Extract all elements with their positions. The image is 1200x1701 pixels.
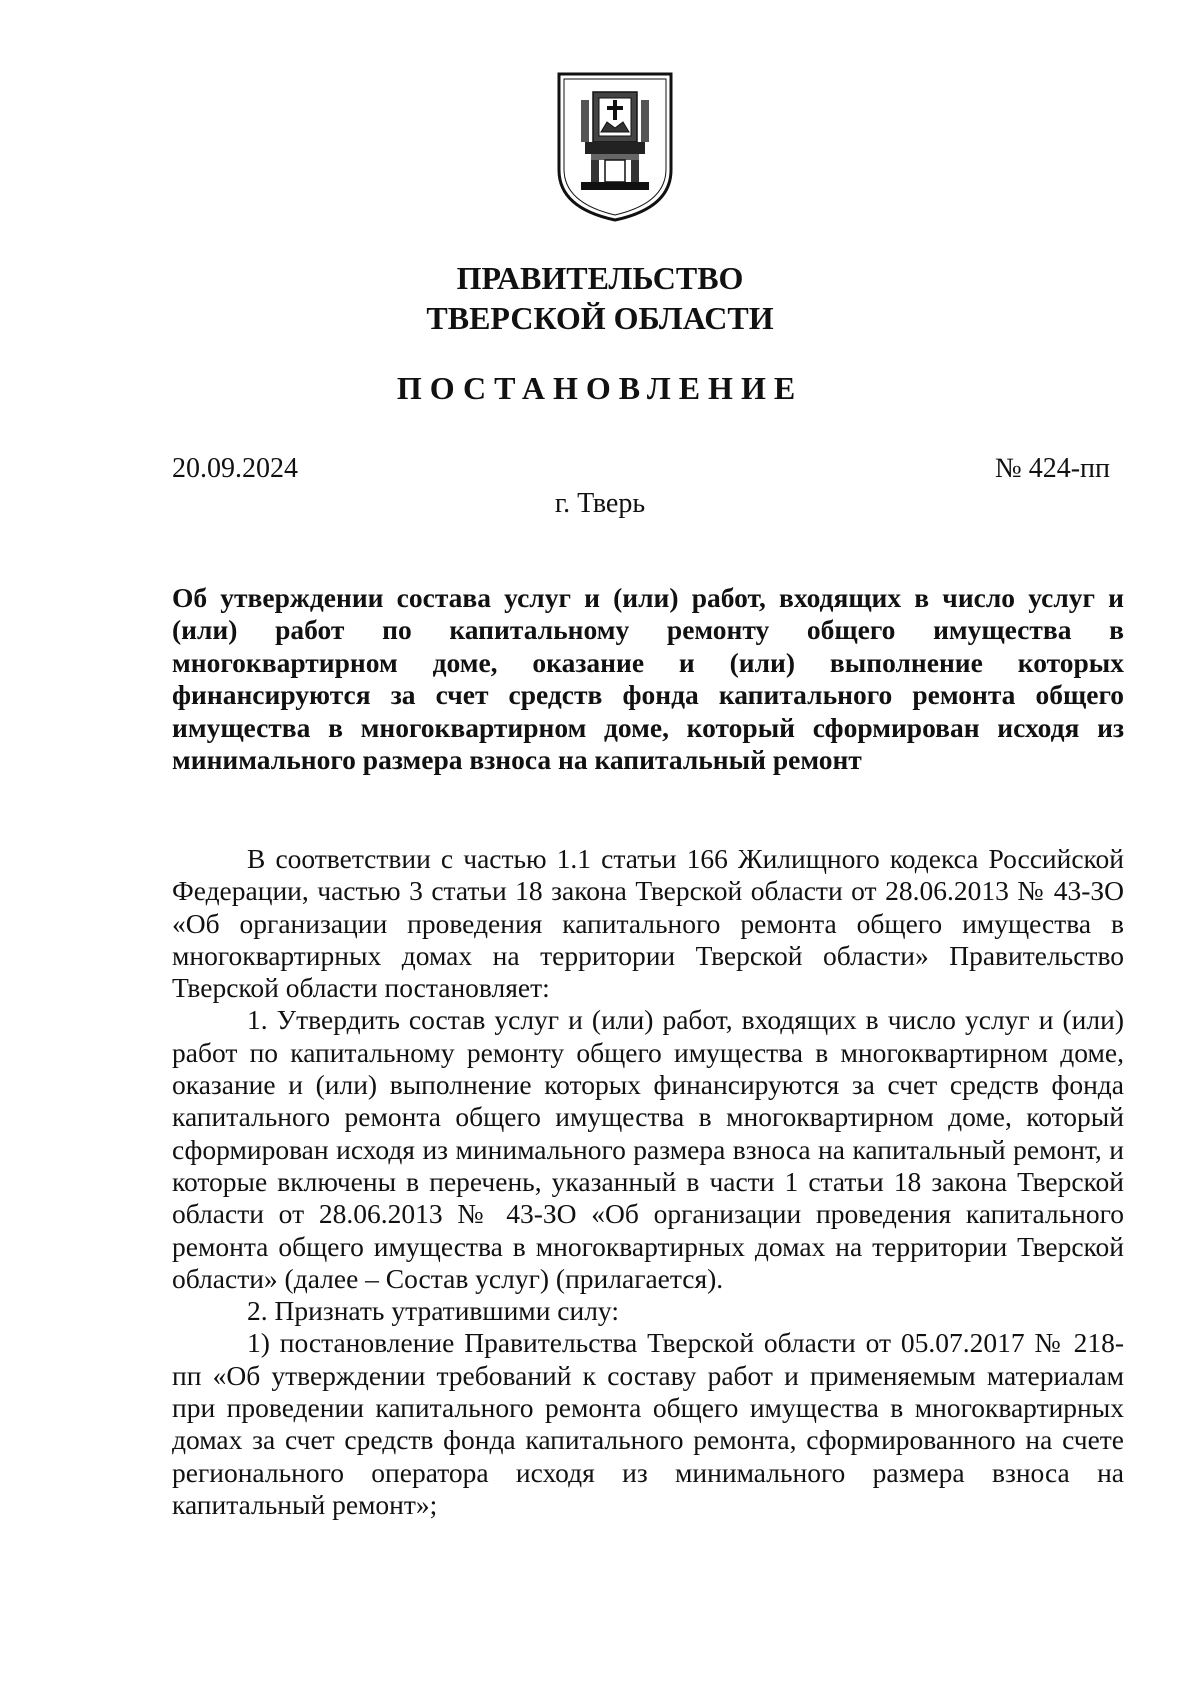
preamble-paragraph: В соответствии с частью 1.1 статьи 166 Жилищного кодекса Российской Федерации, частью 3 статьи 18 закона Тверской области от 28.06.2013 № 43-ЗО «Об организации проведения капитального ремонта общего имущества в многоквартирных домах на территории Тверской области» Правительство Тверской области постановляет:: [172, 843, 1124, 1004]
organization-line-1: ПРАВИТЕЛЬСТВО: [456, 260, 744, 296]
item-2-1-paragraph: 1) постановление Правительства Тверской области от 05.07.2017 № 218-пп «Об утверждении требований к составу работ и применяемым материалам при проведении капитального ремонта общего имущества в многоквартирных домах за счет средств фонда капитального ремонта, сформированного на счете регионального оператора исходя из минимального размера взноса на капитальный ремонт»;: [172, 1327, 1124, 1520]
coat-of-arms-icon: [555, 70, 675, 222]
document-subject: Об утверждении состава услуг и (или) работ, входящих в число услуг и (или) работ по капитальному ремонту общего имущества в многоквартирном доме, оказание и (или) выполнение которых финансируются за счет средств фонда капитального ремонта общего имущества в многоквартирном доме, который сформирован исходя из минимального размера взноса на капитальный ремонт: [172, 582, 1124, 776]
organization-name: [0, 258, 1200, 338]
item-2-paragraph: 2. Признать утратившими силу:: [247, 1295, 619, 1327]
document-date: 20.09.2024: [172, 453, 298, 484]
document-body: [172, 843, 1124, 1521]
document-number: № 424-пп: [994, 453, 1110, 484]
document-type: ПОСТАНОВЛЕНИЕ: [396, 370, 804, 406]
item-1-paragraph: 1. Утвердить состав услуг и (или) работ, входящих в число услуг и (или) работ по капитальному ремонту общего имущества в многоквартирном доме, оказание и (или) выполнение которых финансируются за счет средств фонда капитального ремонта общего имущества в многоквартирном доме, который сформирован исходя из минимального размера взноса на капитальный ремонт, и которые включены в перечень, указанный в части 1 статьи 18 закона Тверской области от 28.06.2013 № 43-ЗО «Об организации проведения капитального ремонта общего имущества в многоквартирных домах на территории Тверской области» (далее – Состав услуг) (прилагается).: [172, 1004, 1124, 1294]
organization-line-2: ТВЕРСКОЙ ОБЛАСТИ: [426, 300, 774, 336]
document-city: г. Тверь: [554, 488, 646, 519]
